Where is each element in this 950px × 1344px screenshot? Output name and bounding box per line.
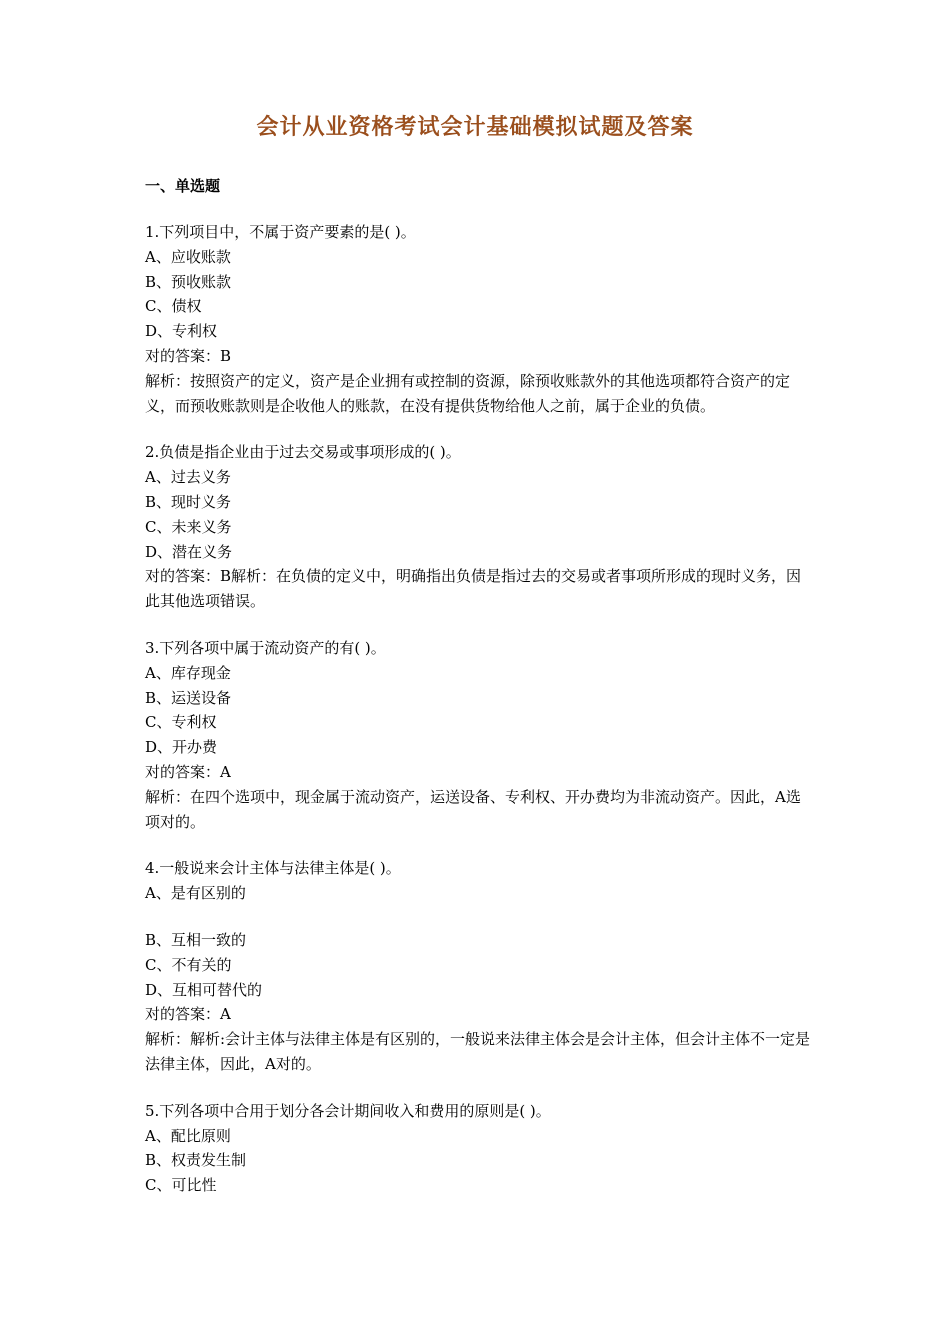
answer: 对的答案：B xyxy=(145,346,232,365)
question-1 xyxy=(145,220,813,418)
analysis: 解析：解析:会计主体与法律主体是有区别的，一般说来法律主体会是会计主体，但会计主体不一定是法律主体，因此，A对的。 xyxy=(145,1030,811,1073)
question-stem: 2.负债是指企业由于过去交易或事项形成的( )。 xyxy=(145,443,461,462)
analysis: 解析：在四个选项中，现金属于流动资产，运送设备、专利权、开办费均为非流动资产。因此，A选项对的。 xyxy=(145,787,801,831)
option-b: B、权责发生制 xyxy=(145,1151,247,1170)
option-a: A、是有区别的 xyxy=(145,884,246,903)
question-stem: 1.下列项目中，不属于资产要素的是( )。 xyxy=(145,223,416,241)
option-b: B、运送设备 xyxy=(145,688,232,707)
analysis: 解析：按照资产的定义，资产是企业拥有或控制的资源，除预收账款外的其他选项都符合资产的定义，而预收账款则是企收他人的账款，在没有提供货物给他人之前，属于企业的负债。 xyxy=(145,371,791,415)
document-title: 会计从业资格考试会计基础模拟试题及答案 xyxy=(256,114,694,140)
question-3 xyxy=(145,636,813,834)
question-stem: 5.下列各项中合用于划分各会计期间收入和费用的原则是( )。 xyxy=(145,1101,551,1120)
question-2 xyxy=(145,440,813,614)
question-5 xyxy=(145,1099,813,1198)
option-a: A、库存现金 xyxy=(145,663,231,682)
answer-analysis: 对的答案：B解析：在负债的定义中，明确指出负债是指过去的交易或者事项所形成的现时义务，因此其他选项错误。 xyxy=(145,567,802,611)
option-a: A、配比原则 xyxy=(145,1126,231,1145)
option-d: D、互相可替代的 xyxy=(145,980,263,999)
option-d: D、潜在义务 xyxy=(145,542,233,561)
option-d: D、专利权 xyxy=(145,322,218,341)
section-heading: 一、单选题 xyxy=(145,177,221,195)
answer: 对的答案：A xyxy=(145,1005,231,1024)
question-list xyxy=(145,220,813,1220)
option-b: B、互相一致的 xyxy=(145,930,247,949)
option-a: A、应收账款 xyxy=(145,247,231,266)
answer: 对的答案：A xyxy=(145,762,231,781)
option-c: C、不有关的 xyxy=(145,955,232,974)
option-b: B、现时义务 xyxy=(145,492,232,511)
option-b: B、预收账款 xyxy=(145,272,232,291)
option-c: C、专利权 xyxy=(145,713,217,732)
option-c: C、可比性 xyxy=(145,1176,217,1195)
option-a: A、过去义务 xyxy=(145,468,231,487)
option-c: C、债权 xyxy=(145,297,202,316)
question-stem: 4.一般说来会计主体与法律主体是( )。 xyxy=(145,859,401,878)
question-stem: 3.下列各项中属于流动资产的有( )。 xyxy=(145,638,386,657)
option-c: C、未来义务 xyxy=(145,517,232,536)
question-4 xyxy=(145,856,813,1076)
option-d: D、开办费 xyxy=(145,738,218,757)
